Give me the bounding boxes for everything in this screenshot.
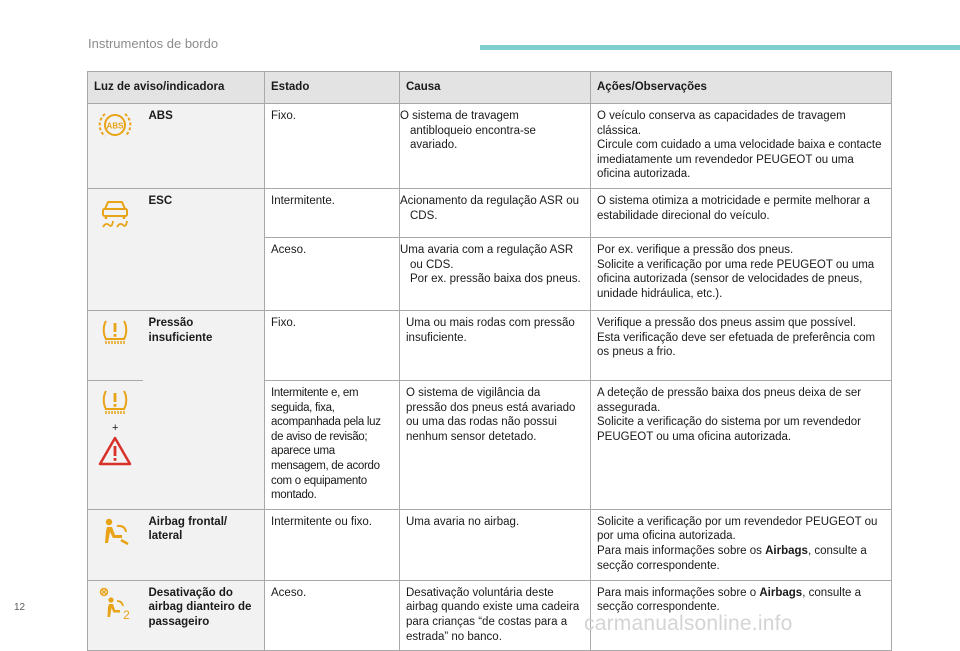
action-text: Por ex. verifique a pressão dos pneus. Solicite a verificação por uma rede PEUGEOT ou uma oficina autorizada (sensor de velocidades de pneus, unidade hidráulica, etc.). [597, 243, 875, 300]
icon-cell [88, 580, 143, 650]
light-name: ABS [143, 104, 265, 189]
cause-cell: O sistema de travagem antibloqueio encontra-se avariado. [400, 104, 591, 189]
column-header-actions: Ações/Observações [591, 72, 892, 104]
action-text: Verifique a pressão dos pneus assim que possível. Esta verificação deve ser efetuada de preferência com os pneus a frio. [597, 316, 876, 359]
table-row [88, 509, 892, 580]
svg-text:ABS: ABS [106, 121, 124, 131]
plus-sign: + [112, 421, 119, 434]
action-cell [591, 380, 892, 509]
action-cell [591, 509, 892, 580]
passenger-airbag-off-icon [98, 587, 132, 621]
action-cell [591, 104, 892, 189]
airbag-icon [99, 516, 131, 546]
header-accent-bar [480, 45, 960, 50]
table-row [88, 188, 892, 237]
icon-cell [88, 188, 143, 310]
action-cell: O sistema otimiza a motricidade e permite melhorar a estabilidade direcional do veículo. [591, 188, 892, 237]
warning-triangle-icon [98, 436, 132, 466]
tyre-pressure-icon [100, 317, 130, 347]
icon-cell [88, 104, 143, 189]
cause-cell: Acionamento da regulação ASR ou CDS. [400, 188, 591, 237]
tyre-pressure-icon [100, 387, 130, 417]
warning-lights-table [87, 71, 892, 651]
cause-cell: Uma avaria no airbag. [400, 509, 591, 580]
state-cell: Intermitente e, em seguida, fixa, acompanhada pela luz de aviso de revisão; aparece uma mensagem, de acordo com o equipamento montado. [265, 380, 400, 509]
action-emphasis: Airbags [759, 586, 803, 599]
action-text: O veículo conserva as capacidades de travagem clássica. Circule com cuidado a uma velocidade baixa e contacte imediatamente um revendedor PEUGEOT ou uma oficina autorizada. [597, 110, 882, 181]
action-text: A deteção de pressão baixa dos pneus deixa de ser assegurada. Solicite a verificação do sistema por um revendedor PEUGEOT ou uma oficina autorizada. [597, 386, 862, 443]
table-row [88, 310, 892, 380]
state-cell: Intermitente ou fixo. [265, 509, 400, 580]
icon-cell [88, 380, 143, 509]
table-header-row [88, 72, 892, 104]
page-number: 12 [14, 602, 26, 613]
column-header-light: Luz de aviso/indicadora [88, 72, 265, 104]
cause-text: Uma avaria com a regulação ASR ou CDS. Por ex. pressão baixa dos pneus. [400, 243, 581, 286]
column-header-state: Estado [265, 72, 400, 104]
light-name: Desativação do airbag dianteiro de passageiro [143, 580, 265, 650]
action-text-end: , consulte a secção correspondente. [597, 544, 867, 572]
light-name: ESC [143, 188, 265, 310]
cause-cell [400, 237, 591, 310]
cause-cell: Desativação voluntária deste airbag quando existe uma cadeira para crianças “de costas para a estrada” no banco. [400, 580, 591, 650]
state-cell: Fixo. [265, 104, 400, 189]
icon-cell [88, 509, 143, 580]
column-header-cause: Causa [400, 72, 591, 104]
action-cell [591, 310, 892, 380]
action-emphasis: Airbags [765, 544, 808, 557]
watermark: carmanualsonline.info [584, 612, 793, 635]
cause-cell: O sistema de vigilância da pressão dos pneus está avariado ou uma das rodas não possui nenhum sensor detetado. [400, 380, 591, 509]
action-text: Solicite a verificação por um revendedor PEUGEOT ou por uma oficina autorizada. Para mais informações sobre os [597, 515, 878, 557]
light-name: Pressão insuficiente [143, 310, 265, 509]
state-cell: Aceso. [265, 237, 400, 310]
light-name: Airbag frontal/ lateral [143, 509, 265, 580]
esc-skid-icon [99, 195, 131, 229]
action-text: Para mais informações sobre o [597, 586, 760, 599]
table-row [88, 104, 892, 189]
page-header-title: Instrumentos de bordo [88, 36, 219, 51]
state-cell: Fixo. [265, 310, 400, 380]
action-text-end: , consulte a secção correspondente. [597, 586, 862, 614]
state-cell: Aceso. [265, 580, 400, 650]
cause-cell: Uma ou mais rodas com pressão insuficiente. [400, 310, 591, 380]
svg-text:2: 2 [123, 607, 131, 621]
state-cell: Intermitente. [265, 188, 400, 237]
icon-cell [88, 310, 143, 380]
action-cell [591, 237, 892, 310]
abs-warning-icon [98, 110, 132, 140]
